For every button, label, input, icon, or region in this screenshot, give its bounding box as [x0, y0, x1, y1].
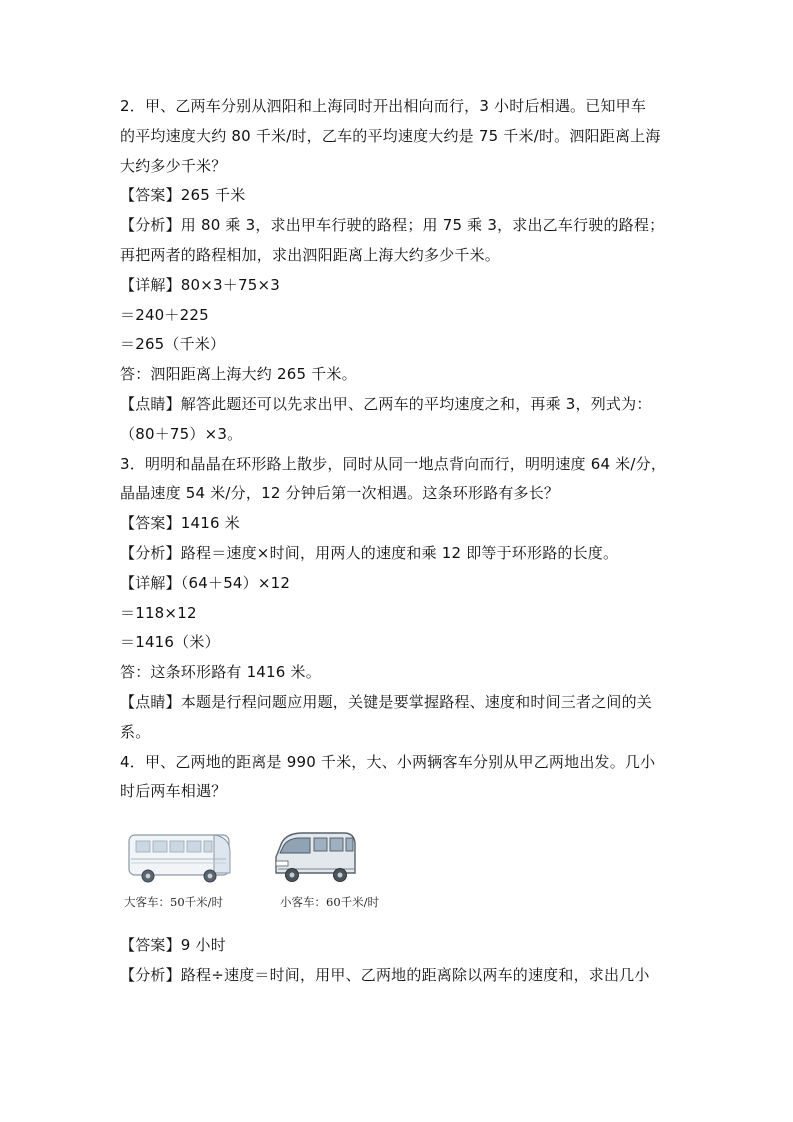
- text-line: 系。: [120, 722, 151, 741]
- text-line: 【详解】（64＋54）×12: [120, 573, 291, 592]
- text-line: （80＋75）×3。: [120, 424, 243, 443]
- text-line: ＝240＋225: [120, 305, 209, 324]
- text-line: 【分析】路程÷速度＝时间，用甲、乙两地的距离除以两车的速度和，求出几小: [120, 965, 650, 984]
- document-body: [120, 92, 685, 991]
- text-line: 【详解】80×3＋75×3: [120, 275, 280, 294]
- bus-figure: [120, 827, 685, 925]
- text-line: 时后两车相遇？: [120, 782, 227, 801]
- text-line: 的平均速度大约 80 千米/时，乙车的平均速度大约是 75 千米/时。泗阳距离上海: [120, 126, 661, 145]
- text-line: ＝1416（米）: [120, 633, 220, 652]
- text-line: ＝118×12: [120, 603, 197, 622]
- text-line: ＝265（千米）: [120, 335, 226, 354]
- text-line: 答：泗阳距离上海大约 265 千米。: [120, 365, 357, 384]
- text-line: 【点睛】本题是行程问题应用题，关键是要掌握路程、速度和时间三者之间的关: [120, 692, 653, 711]
- problem-text-block: [120, 92, 685, 807]
- text-line: 4．甲、乙两地的距离是 990 千米，大、小两辆客车分别从甲乙两地出发。几小: [120, 752, 656, 771]
- text-line: 2．甲、乙两车分别从泗阳和上海同时开出相向而行，3 小时后相遇。已知甲车: [120, 97, 647, 115]
- small-bus-icon: [270, 827, 360, 891]
- text-line: 【答案】1416 米: [120, 514, 240, 533]
- text-line: 【分析】用 80 乘 3，求出甲车行驶的路程；用 75 乘 3，求出乙车行驶的路程；: [120, 216, 665, 235]
- answer-text-block: [120, 931, 685, 991]
- text-line: 大约多少千米？: [120, 156, 227, 175]
- big-bus-caption: 大客车：50千米/时: [124, 895, 224, 910]
- big-bus-icon: [126, 827, 236, 891]
- text-line: 【分析】路程＝速度×时间，用两人的速度和乘 12 即等于环形路的长度。: [120, 543, 619, 562]
- small-bus-caption: 小客车：60千米/时: [280, 895, 380, 910]
- text-line: 晶晶速度 54 米/分，12 分钟后第一次相遇。这条环形路有多长？: [120, 484, 560, 503]
- text-line: 【答案】265 千米: [120, 186, 246, 205]
- text-line: 再把两者的路程相加，求出泗阳距离上海大约多少千米。: [120, 245, 501, 264]
- text-line: 【点睛】解答此题还可以先求出甲、乙两车的平均速度之和，再乘 3，列式为：: [120, 394, 652, 413]
- text-line: 答：这条环形路有 1416 米。: [120, 663, 321, 682]
- text-line: 3．明明和晶晶在环形路上散步，同时从同一地点背向而行，明明速度 64 米/分，: [120, 454, 667, 473]
- text-line: 【答案】9 小时: [120, 936, 226, 955]
